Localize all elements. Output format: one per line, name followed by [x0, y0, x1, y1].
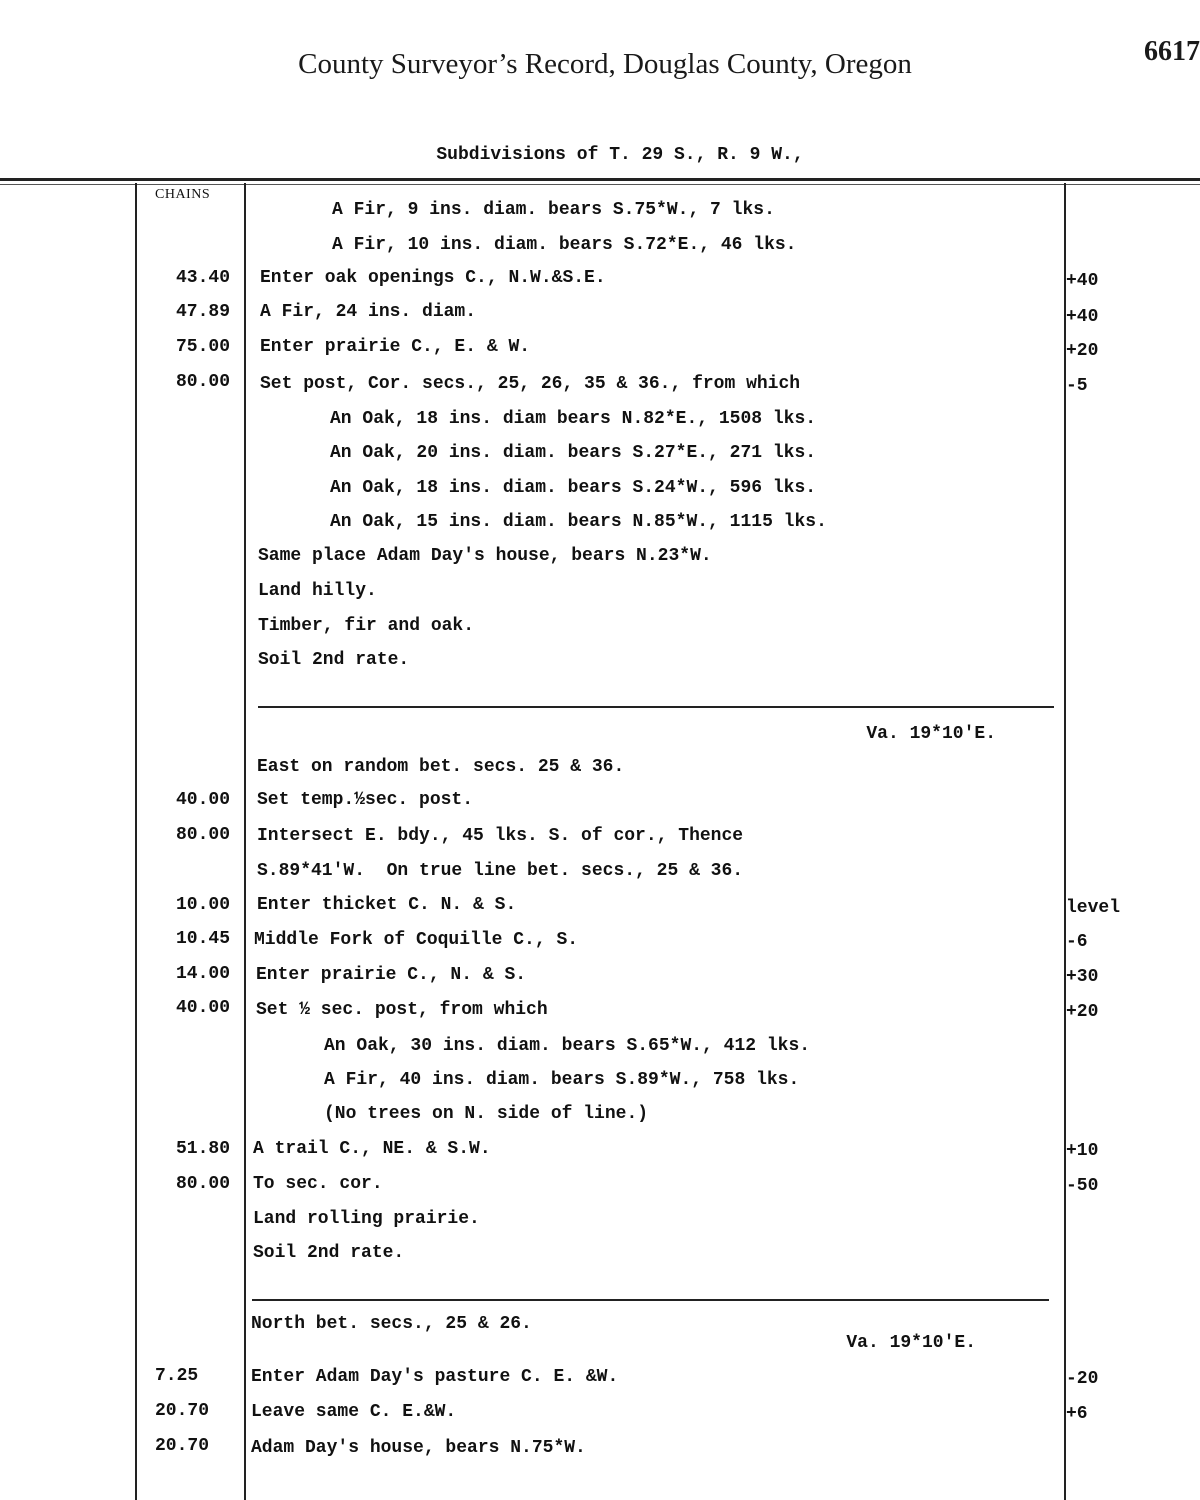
description: An Oak, 18 ins. diam. bears S.24*W., 596 lks.: [330, 478, 817, 498]
variation-note: Va. 19*10'E.: [866, 724, 996, 744]
description: (No trees on N. side of line.): [324, 1104, 649, 1124]
description: A Fir, 10 ins. diam. bears S.72*E., 46 lks.: [332, 235, 797, 255]
description: Middle Fork of Coquille C., S.: [254, 930, 579, 950]
elevation-value: -20: [1066, 1369, 1099, 1389]
section-heading: North bet. secs., 25 & 26.: [251, 1314, 532, 1334]
description: An Oak, 15 ins. diam. bears N.85*W., 1115 lks.: [330, 512, 827, 532]
elevation-value: -50: [1066, 1176, 1099, 1196]
elevation-value: -5: [1066, 376, 1088, 396]
elevation-value: +20: [1066, 341, 1099, 361]
elevation-value: -6: [1066, 932, 1088, 952]
chains-value: 40.00: [175, 790, 230, 810]
description: An Oak, 20 ins. diam. bears S.27*E., 271 lks.: [330, 443, 817, 463]
elevation-value: +20: [1066, 1002, 1099, 1022]
elevation-value: +6: [1066, 1404, 1088, 1424]
page-number: 6617: [1144, 36, 1200, 67]
description: Land rolling prairie.: [253, 1209, 480, 1229]
chains-column-heading: CHAINS: [155, 187, 211, 202]
chains-value: 14.00: [175, 964, 230, 984]
chains-value: 51.80: [175, 1139, 230, 1159]
description: Same place Adam Day's house, bears N.23*W.: [258, 546, 712, 566]
description: Enter prairie C., N. & S.: [256, 965, 527, 985]
chains-value: 10.00: [175, 895, 230, 915]
header-rule: [0, 178, 1200, 181]
description: A trail C., NE. & S.W.: [253, 1139, 491, 1159]
chains-value: 43.40: [175, 268, 230, 288]
description: A Fir, 24 ins. diam.: [260, 302, 477, 322]
description: Enter prairie C., E. & W.: [260, 337, 531, 357]
chains-value: 20.70: [155, 1401, 210, 1421]
subtitle: Subdivisions of T. 29 S., R. 9 W.,: [436, 145, 804, 165]
description: Enter Adam Day's pasture C. E. &W.: [251, 1367, 619, 1387]
elevation-value: +40: [1066, 271, 1099, 291]
chains-value: 7.25: [155, 1366, 199, 1386]
description: Soil 2nd rate.: [258, 650, 410, 670]
description: Enter thicket C. N. & S.: [257, 895, 517, 915]
section-divider: [258, 706, 1054, 708]
section-divider: [252, 1299, 1049, 1301]
description: East on random bet. secs. 25 & 36.: [257, 757, 625, 777]
description: An Oak, 30 ins. diam. bears S.65*W., 412 lks.: [324, 1036, 811, 1056]
description: Soil 2nd rate.: [253, 1243, 405, 1263]
description: Land hilly.: [258, 581, 377, 601]
chains-value: 75.00: [175, 337, 230, 357]
header-title: County Surveyor’s Record, Douglas County, Oregon: [298, 48, 912, 80]
description: Adam Day's house, bears N.75*W.: [251, 1438, 586, 1458]
chains-value: 20.70: [155, 1436, 210, 1456]
description: To sec. cor.: [253, 1174, 383, 1194]
text-column-left-border: [244, 183, 246, 1500]
variation-note: Va. 19*10'E.: [846, 1333, 976, 1353]
description: Set ½ sec. post, from which: [256, 1000, 548, 1020]
chains-value: 10.45: [175, 929, 230, 949]
description: Leave same C. E.&W.: [251, 1402, 457, 1422]
chains-value: 80.00: [175, 825, 230, 845]
description: A Fir, 9 ins. diam. bears S.75*W., 7 lks.: [332, 200, 775, 220]
description: Intersect E. bdy., 45 lks. S. of cor., Thence: [257, 826, 744, 846]
description: Enter oak openings C., N.W.&S.E.: [260, 268, 606, 288]
header-rule-thin: [0, 184, 1200, 185]
elevation-value: +10: [1066, 1141, 1099, 1161]
chains-value: 80.00: [175, 372, 230, 392]
description: Set post, Cor. secs., 25, 26, 35 & 36., from which: [260, 374, 801, 394]
elevation-value: +30: [1066, 967, 1099, 987]
description: Timber, fir and oak.: [258, 616, 475, 636]
description: Set temp.½sec. post.: [257, 790, 474, 810]
elevation-value: +40: [1066, 307, 1099, 327]
chains-value: 40.00: [175, 998, 230, 1018]
description: A Fir, 40 ins. diam. bears S.89*W., 758 lks.: [324, 1070, 800, 1090]
description: An Oak, 18 ins. diam bears N.82*E., 1508 lks.: [330, 409, 817, 429]
description: S.89*41'W. On true line bet. secs., 25 & 36.: [257, 861, 744, 881]
chains-value: 80.00: [175, 1174, 230, 1194]
elevation-value: level: [1066, 898, 1121, 918]
chains-value: 47.89: [175, 302, 230, 322]
